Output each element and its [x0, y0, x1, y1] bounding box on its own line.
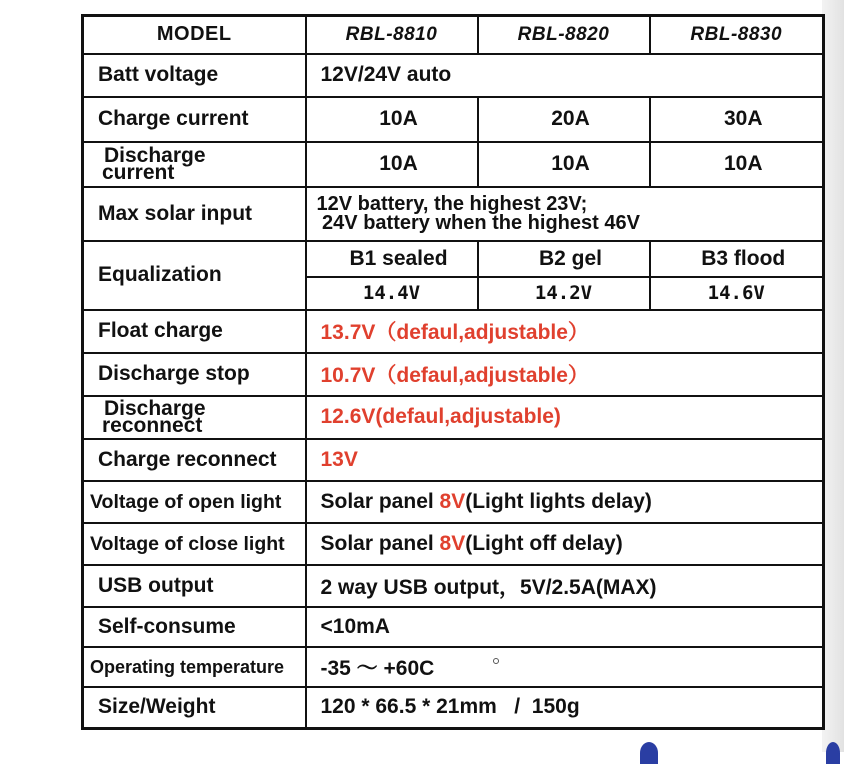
table-row-charge-current	[83, 97, 824, 142]
table-row-close-light	[83, 523, 824, 565]
table-row-batt-voltage	[83, 54, 824, 97]
batt-voltage-value: 12V/24V auto	[306, 54, 824, 97]
spec-table	[81, 14, 825, 730]
discharge-reconnect-label-line1: Discharge	[104, 397, 206, 420]
charge-current-8820: 20A	[478, 97, 650, 142]
table-row-equalization-types	[83, 241, 824, 277]
table-row-operating-temperature	[83, 647, 824, 687]
model-header-label: MODEL	[83, 16, 306, 54]
discharge-current-label-line1: Discharge	[104, 144, 206, 167]
float-charge-value: 13.7V（defaul,adjustable）	[306, 310, 824, 353]
operating-temperature-value: -35 ～ +60C	[306, 647, 824, 687]
charge-reconnect-label: Charge reconnect	[83, 439, 306, 481]
table-row-charge-reconnect	[83, 439, 824, 481]
charge-current-8810: 10A	[306, 97, 478, 142]
close-light-voltage: 8V	[439, 531, 466, 555]
equalization-type-b2: B2 gel	[478, 241, 650, 277]
discharge-reconnect-value: 12.6V(defaul,adjustable)	[306, 396, 824, 439]
open-light-value	[306, 481, 824, 523]
discharge-current-label-line2: current	[102, 161, 175, 184]
table-row-discharge-reconnect	[83, 396, 824, 439]
table-row-self-consume	[83, 607, 824, 647]
max-solar-input-value	[306, 187, 824, 241]
charge-current-8830: 30A	[650, 97, 824, 142]
size-weight-value: 120 * 66.5 * 21mm / 150g	[306, 687, 824, 729]
discharge-reconnect-label	[83, 396, 306, 439]
equalization-type-b1: B1 sealed	[306, 241, 478, 277]
table-row-discharge-stop	[83, 353, 824, 396]
table-row-usb-output	[83, 565, 824, 607]
size-weight-label: Size/Weight	[83, 687, 306, 729]
table-row-float-charge	[83, 310, 824, 353]
table-row-open-light	[83, 481, 824, 523]
close-light-prefix: Solar panel	[320, 531, 440, 555]
cropped-graphic-fragment	[640, 742, 658, 764]
equalization-type-b3: B3 flood	[650, 241, 824, 277]
batt-voltage-label: Batt voltage	[83, 54, 306, 97]
open-light-label: Voltage of open light	[83, 481, 306, 523]
model-rbl-8830: RBL-8830	[650, 16, 824, 54]
equalization-voltage-b3: 14.6V	[650, 277, 824, 310]
close-light-suffix: (Light off delay)	[465, 531, 623, 555]
table-row-size-weight	[83, 687, 824, 729]
discharge-current-8820: 10A	[478, 142, 650, 187]
table-row-discharge-current	[83, 142, 824, 187]
discharge-current-8830: 10A	[650, 142, 824, 187]
usb-output-label: USB output	[83, 565, 306, 607]
table-row-model	[83, 16, 824, 54]
model-rbl-8820: RBL-8820	[478, 16, 650, 54]
open-light-voltage: 8V	[439, 489, 466, 513]
self-consume-value: <10mA	[306, 607, 824, 647]
max-solar-input-line1: 12V battery, the highest 23V;	[316, 192, 588, 215]
equalization-voltage-b1: 14.4V	[306, 277, 478, 310]
self-consume-label: Self-consume	[83, 607, 306, 647]
discharge-current-8810: 10A	[306, 142, 478, 187]
model-rbl-8810: RBL-8810	[306, 16, 478, 54]
page-edge-shadow	[822, 0, 844, 752]
operating-temperature-label: Operating temperature	[83, 647, 306, 687]
max-solar-input-line2: 24V battery when the highest 46V	[316, 211, 640, 234]
usb-output-value: 2 way USB output，5V/2.5A(MAX)	[306, 565, 824, 607]
float-charge-label: Float charge	[83, 310, 306, 353]
equalization-voltage-b2: 14.2V	[478, 277, 650, 310]
charge-reconnect-value: 13V	[306, 439, 824, 481]
open-light-prefix: Solar panel	[320, 489, 440, 513]
discharge-current-label	[83, 142, 306, 187]
degree-dot	[493, 658, 499, 664]
max-solar-input-label: Max solar input	[83, 187, 306, 241]
close-light-value	[306, 523, 824, 565]
charge-current-label: Charge current	[83, 97, 306, 142]
equalization-label: Equalization	[83, 241, 306, 310]
open-light-suffix: (Light lights delay)	[465, 489, 652, 513]
discharge-stop-label: Discharge stop	[83, 353, 306, 396]
discharge-stop-value: 10.7V（defaul,adjustable）	[306, 353, 824, 396]
discharge-reconnect-label-line2: reconnect	[102, 414, 203, 437]
cropped-graphic-fragment-right	[826, 742, 840, 764]
close-light-label: Voltage of close light	[83, 523, 306, 565]
table-row-max-solar-input	[83, 187, 824, 241]
